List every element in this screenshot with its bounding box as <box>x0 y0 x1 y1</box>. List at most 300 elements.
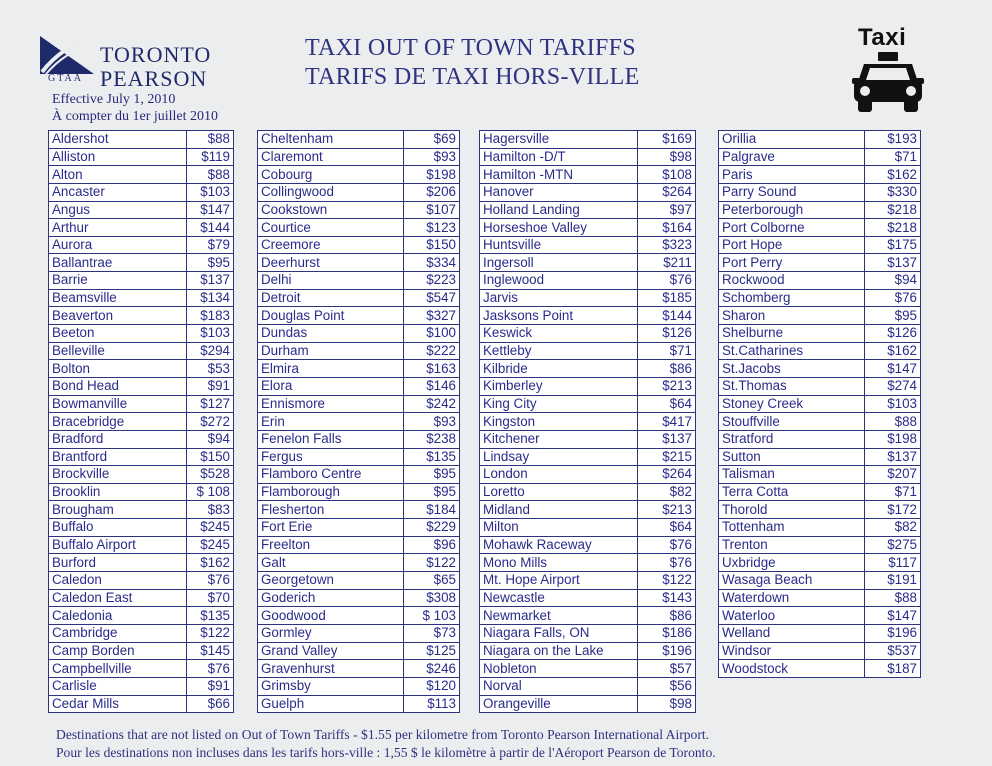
destination-name: Fenelon Falls <box>258 430 404 448</box>
destination-fare: $94 <box>865 272 921 290</box>
destination-name: Fergus <box>258 448 404 466</box>
destination-fare: $147 <box>187 201 234 219</box>
destination-name: Claremont <box>258 148 404 166</box>
table-row <box>480 466 696 484</box>
table-row <box>258 377 460 395</box>
destination-fare: $144 <box>638 307 696 325</box>
destination-name: Kingston <box>480 413 638 431</box>
table-row <box>258 695 460 713</box>
logo-pearson-text: PEARSON <box>100 66 208 91</box>
destination-fare: $91 <box>187 377 234 395</box>
destination-fare: $95 <box>404 466 460 484</box>
table-row <box>49 360 234 378</box>
table-row <box>480 289 696 307</box>
table-row <box>49 660 234 678</box>
destination-name: Flamborough <box>258 483 404 501</box>
destination-name: Elmira <box>258 360 404 378</box>
destination-name: Niagara Falls, ON <box>480 624 638 642</box>
destination-fare: $242 <box>404 395 460 413</box>
destination-fare: $213 <box>638 501 696 519</box>
destination-name: Goodwood <box>258 607 404 625</box>
table-row <box>258 254 460 272</box>
destination-fare: $86 <box>638 607 696 625</box>
table-row <box>258 413 460 431</box>
table-row <box>49 466 234 484</box>
destination-fare: $76 <box>638 536 696 554</box>
table-row <box>49 572 234 590</box>
destination-fare: $126 <box>638 325 696 343</box>
table-row <box>480 201 696 219</box>
destination-name: Palgrave <box>719 148 865 166</box>
table-row <box>719 536 921 554</box>
table-row <box>480 219 696 237</box>
table-row <box>49 519 234 537</box>
table-row <box>258 642 460 660</box>
table-row <box>49 677 234 695</box>
table-row <box>49 554 234 572</box>
destination-name: Collingwood <box>258 183 404 201</box>
destination-fare: $191 <box>865 572 921 590</box>
table-row <box>719 572 921 590</box>
destination-name: Brooklin <box>49 483 187 501</box>
destination-name: Bracebridge <box>49 413 187 431</box>
destination-fare: $137 <box>638 430 696 448</box>
destination-fare: $88 <box>865 413 921 431</box>
destination-name: Norval <box>480 677 638 695</box>
destination-fare: $245 <box>187 519 234 537</box>
destination-name: London <box>480 466 638 484</box>
gtaa-swoosh-icon <box>38 34 96 76</box>
table-row <box>480 272 696 290</box>
destination-name: Deerhurst <box>258 254 404 272</box>
destination-fare: $196 <box>638 642 696 660</box>
destination-fare: $294 <box>187 342 234 360</box>
destination-name: Grand Valley <box>258 642 404 660</box>
table-row <box>719 219 921 237</box>
table-row <box>719 483 921 501</box>
destination-fare: $103 <box>187 325 234 343</box>
destination-name: Talisman <box>719 466 865 484</box>
destination-name: Dundas <box>258 325 404 343</box>
destination-fare: $272 <box>187 413 234 431</box>
destination-fare: $222 <box>404 342 460 360</box>
destination-name: Campbellville <box>49 660 187 678</box>
destination-fare: $137 <box>865 448 921 466</box>
table-row <box>258 519 460 537</box>
destination-fare: $218 <box>865 201 921 219</box>
destination-fare: $150 <box>187 448 234 466</box>
table-row <box>719 413 921 431</box>
table-row <box>480 483 696 501</box>
table-row <box>49 166 234 184</box>
table-row <box>480 642 696 660</box>
table-row <box>480 360 696 378</box>
destination-name: Sutton <box>719 448 865 466</box>
destination-name: Brantford <box>49 448 187 466</box>
destination-fare: $528 <box>187 466 234 484</box>
table-row <box>49 483 234 501</box>
destination-fare: $86 <box>638 360 696 378</box>
destination-fare: $71 <box>638 342 696 360</box>
destination-fare: $76 <box>865 289 921 307</box>
destination-fare: $125 <box>404 642 460 660</box>
table-row <box>49 624 234 642</box>
destination-fare: $143 <box>638 589 696 607</box>
destination-fare: $83 <box>187 501 234 519</box>
destination-name: Terra Cotta <box>719 483 865 501</box>
destination-name: Welland <box>719 624 865 642</box>
destination-fare: $187 <box>865 660 921 678</box>
table-row <box>258 677 460 695</box>
destination-fare: $162 <box>187 554 234 572</box>
table-row <box>480 166 696 184</box>
effective-date <box>52 91 218 125</box>
table-row <box>719 131 921 149</box>
table-row <box>49 254 234 272</box>
destination-fare: $88 <box>865 589 921 607</box>
destination-fare: $113 <box>404 695 460 713</box>
table-row <box>49 272 234 290</box>
destination-fare: $57 <box>638 660 696 678</box>
destination-fare: $103 <box>187 183 234 201</box>
destination-fare: $53 <box>187 360 234 378</box>
destination-name: Georgetown <box>258 572 404 590</box>
destination-name: Waterloo <box>719 607 865 625</box>
destination-fare: $175 <box>865 236 921 254</box>
destination-fare: $76 <box>638 272 696 290</box>
destination-name: Niagara on the Lake <box>480 642 638 660</box>
logo-toronto-text: TORONTO <box>100 42 212 67</box>
table-row <box>719 148 921 166</box>
taxi-car-icon <box>852 52 924 114</box>
destination-fare: $183 <box>187 307 234 325</box>
destination-name: Bowmanville <box>49 395 187 413</box>
destination-name: Caledon <box>49 572 187 590</box>
destination-name: Beamsville <box>49 289 187 307</box>
destination-fare: $537 <box>865 642 921 660</box>
destination-fare: $330 <box>865 183 921 201</box>
destination-name: Douglas Point <box>258 307 404 325</box>
table-row <box>258 554 460 572</box>
destination-name: Kitchener <box>480 430 638 448</box>
destination-name: St.Catharines <box>719 342 865 360</box>
destination-fare: $93 <box>404 148 460 166</box>
destination-name: Durham <box>258 342 404 360</box>
destination-fare: $97 <box>638 201 696 219</box>
destination-fare: $164 <box>638 219 696 237</box>
destination-fare: $71 <box>865 483 921 501</box>
logo-gtaa-text: GTAA <box>48 73 83 84</box>
destination-name: Burford <box>49 554 187 572</box>
destination-fare: $122 <box>638 572 696 590</box>
effective-date-fr: À compter du 1er juillet 2010 <box>52 109 219 124</box>
destination-name: Caledonia <box>49 607 187 625</box>
destination-name: Cedar Mills <box>49 695 187 713</box>
destination-name: Newcastle <box>480 589 638 607</box>
destination-name: Galt <box>258 554 404 572</box>
destination-name: Hanover <box>480 183 638 201</box>
table-row <box>49 589 234 607</box>
destination-name: Creemore <box>258 236 404 254</box>
destination-name: Aurora <box>49 236 187 254</box>
table-row <box>480 677 696 695</box>
table-row <box>480 519 696 537</box>
destination-name: Cambridge <box>49 624 187 642</box>
destination-fare: $88 <box>187 166 234 184</box>
destination-name: Shelburne <box>719 325 865 343</box>
destination-fare: $76 <box>638 554 696 572</box>
destination-fare: $71 <box>865 148 921 166</box>
destination-name: Orillia <box>719 131 865 149</box>
table-row <box>719 395 921 413</box>
destination-fare: $223 <box>404 272 460 290</box>
destination-fare: $95 <box>404 483 460 501</box>
page-title-fr: TARIFS DE TAXI HORS-VILLE <box>305 64 640 90</box>
table-row <box>49 342 234 360</box>
destination-name: Port Colborne <box>719 219 865 237</box>
destination-name: Grimsby <box>258 677 404 695</box>
destination-name: Mono Mills <box>480 554 638 572</box>
destination-name: Barrie <box>49 272 187 290</box>
table-row <box>480 254 696 272</box>
destination-fare: $64 <box>638 395 696 413</box>
table-row <box>49 413 234 431</box>
destination-name: Port Perry <box>719 254 865 272</box>
footer-note-en: Destinations that are not listed on Out of Town Tariffs - $1.55 per kilometre from Toronto Pearson International Airport. <box>56 727 710 742</box>
destination-fare: $172 <box>865 501 921 519</box>
destination-fare: $308 <box>404 589 460 607</box>
destination-fare: $150 <box>404 236 460 254</box>
destination-name: Bolton <box>49 360 187 378</box>
destination-fare: $108 <box>638 166 696 184</box>
destination-fare: $327 <box>404 307 460 325</box>
destination-fare: $135 <box>404 448 460 466</box>
destination-fare: $123 <box>404 219 460 237</box>
destination-fare: $76 <box>187 660 234 678</box>
destination-name: Mohawk Raceway <box>480 536 638 554</box>
table-row <box>49 695 234 713</box>
table-row <box>719 660 921 678</box>
destination-fare: $70 <box>187 589 234 607</box>
destination-fare: $211 <box>638 254 696 272</box>
destination-fare: $122 <box>404 554 460 572</box>
table-row <box>719 183 921 201</box>
table-row <box>258 201 460 219</box>
destination-fare: $79 <box>187 236 234 254</box>
destination-name: Keswick <box>480 325 638 343</box>
table-row <box>258 289 460 307</box>
table-row <box>49 131 234 149</box>
table-row <box>258 660 460 678</box>
footer-note-fr: Pour les destinations non incluses dans les tarifs hors-ville : 1,55 $ le kilomètre à partir de l'Aéroport Pearson de Toronto. <box>56 745 716 760</box>
destination-fare: $147 <box>865 360 921 378</box>
table-row <box>480 607 696 625</box>
destination-fare: $64 <box>638 519 696 537</box>
table-row <box>258 536 460 554</box>
table-row <box>49 219 234 237</box>
destination-fare: $145 <box>187 642 234 660</box>
table-row <box>480 131 696 149</box>
table-row <box>719 519 921 537</box>
tariff-table-col-3 <box>479 130 696 713</box>
table-row <box>49 607 234 625</box>
table-row <box>719 624 921 642</box>
table-row <box>258 342 460 360</box>
destination-fare: $213 <box>638 377 696 395</box>
destination-fare: $417 <box>638 413 696 431</box>
destination-name: Kettleby <box>480 342 638 360</box>
destination-name: Delhi <box>258 272 404 290</box>
table-row <box>258 307 460 325</box>
table-row <box>258 466 460 484</box>
destination-fare: $88 <box>187 131 234 149</box>
destination-fare: $162 <box>865 166 921 184</box>
destination-name: Beeton <box>49 325 187 343</box>
destination-fare: $93 <box>404 413 460 431</box>
destination-fare: $193 <box>865 131 921 149</box>
tariff-table-col-4 <box>718 130 921 678</box>
destination-name: Sharon <box>719 307 865 325</box>
table-row <box>480 624 696 642</box>
table-row <box>719 430 921 448</box>
destination-name: Ancaster <box>49 183 187 201</box>
destination-name: Guelph <box>258 695 404 713</box>
destination-name: Bond Head <box>49 377 187 395</box>
destination-fare: $137 <box>187 272 234 290</box>
destination-name: Jasksons Point <box>480 307 638 325</box>
table-row <box>719 307 921 325</box>
destination-name: Freelton <box>258 536 404 554</box>
table-row <box>480 430 696 448</box>
destination-fare: $95 <box>187 254 234 272</box>
table-row <box>480 413 696 431</box>
table-row <box>719 589 921 607</box>
table-row <box>49 448 234 466</box>
table-row <box>719 642 921 660</box>
destination-name: St.Jacobs <box>719 360 865 378</box>
table-row <box>258 183 460 201</box>
toronto-pearson-logo <box>38 34 238 94</box>
destination-fare: $334 <box>404 254 460 272</box>
destination-fare: $229 <box>404 519 460 537</box>
table-row <box>258 589 460 607</box>
table-row <box>719 448 921 466</box>
table-row <box>258 219 460 237</box>
tariff-table-col-1 <box>48 130 234 713</box>
destination-name: Ballantrae <box>49 254 187 272</box>
destination-fare: $91 <box>187 677 234 695</box>
destination-name: Woodstock <box>719 660 865 678</box>
destination-name: Gravenhurst <box>258 660 404 678</box>
destination-name: Hagersville <box>480 131 638 149</box>
destination-name: Paris <box>719 166 865 184</box>
table-row <box>49 201 234 219</box>
destination-fare: $186 <box>638 624 696 642</box>
destination-name: St.Thomas <box>719 377 865 395</box>
table-row <box>719 272 921 290</box>
table-row <box>49 325 234 343</box>
destination-fare: $146 <box>404 377 460 395</box>
destination-fare: $163 <box>404 360 460 378</box>
table-row <box>719 501 921 519</box>
destination-fare: $122 <box>187 624 234 642</box>
destination-fare: $198 <box>865 430 921 448</box>
destination-name: Ennismore <box>258 395 404 413</box>
destination-name: Wasaga Beach <box>719 572 865 590</box>
destination-name: Bradford <box>49 430 187 448</box>
destination-name: Huntsville <box>480 236 638 254</box>
table-row <box>258 395 460 413</box>
table-row <box>49 236 234 254</box>
page-title <box>305 34 640 92</box>
tariff-table-col-2 <box>257 130 460 713</box>
destination-name: Buffalo Airport <box>49 536 187 554</box>
destination-fare: $76 <box>187 572 234 590</box>
destination-name: Kilbride <box>480 360 638 378</box>
table-row <box>49 501 234 519</box>
destination-fare: $218 <box>865 219 921 237</box>
table-row <box>480 660 696 678</box>
destination-fare: $65 <box>404 572 460 590</box>
destination-name: Mt. Hope Airport <box>480 572 638 590</box>
destination-name: Midland <box>480 501 638 519</box>
destination-name: Carlisle <box>49 677 187 695</box>
destination-fare: $215 <box>638 448 696 466</box>
table-row <box>480 554 696 572</box>
destination-fare: $135 <box>187 607 234 625</box>
destination-name: Lindsay <box>480 448 638 466</box>
destination-fare: $264 <box>638 183 696 201</box>
table-row <box>258 272 460 290</box>
destination-name: Caledon East <box>49 589 187 607</box>
destination-name: Cobourg <box>258 166 404 184</box>
destination-fare: $ 103 <box>404 607 460 625</box>
table-row <box>719 325 921 343</box>
destination-name: Milton <box>480 519 638 537</box>
destination-fare: $100 <box>404 325 460 343</box>
destination-fare: $245 <box>187 536 234 554</box>
destination-name: Angus <box>49 201 187 219</box>
destination-fare: $107 <box>404 201 460 219</box>
destination-fare: $82 <box>865 519 921 537</box>
destination-fare: $66 <box>187 695 234 713</box>
destination-name: Elora <box>258 377 404 395</box>
destination-name: Cheltenham <box>258 131 404 149</box>
destination-name: Stoney Creek <box>719 395 865 413</box>
destination-name: Flamboro Centre <box>258 466 404 484</box>
destination-name: Stratford <box>719 430 865 448</box>
destination-name: Nobleton <box>480 660 638 678</box>
destination-fare: $323 <box>638 236 696 254</box>
table-row <box>258 166 460 184</box>
table-row <box>480 342 696 360</box>
table-row <box>258 607 460 625</box>
destination-fare: $206 <box>404 183 460 201</box>
destination-fare: $96 <box>404 536 460 554</box>
table-row <box>480 536 696 554</box>
destination-fare: $238 <box>404 430 460 448</box>
table-row <box>480 148 696 166</box>
table-row <box>480 501 696 519</box>
table-row <box>480 183 696 201</box>
page-title-en: TAXI OUT OF TOWN TARIFFS <box>305 35 636 61</box>
table-row <box>480 307 696 325</box>
destination-name: Parry Sound <box>719 183 865 201</box>
destination-name: Belleville <box>49 342 187 360</box>
destination-fare: $73 <box>404 624 460 642</box>
destination-fare: $246 <box>404 660 460 678</box>
table-row <box>258 572 460 590</box>
